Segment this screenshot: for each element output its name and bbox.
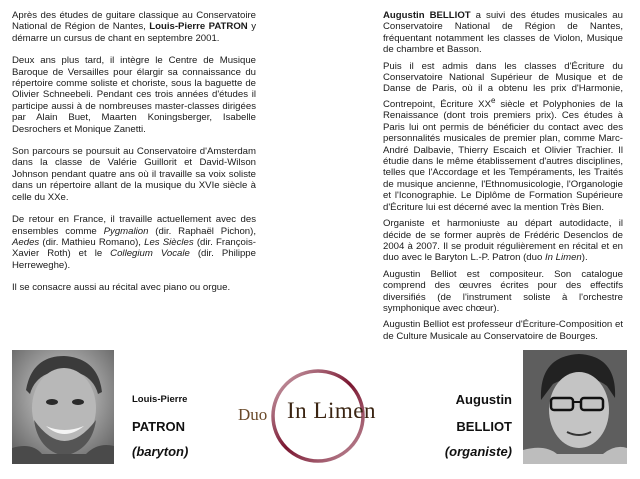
bio-paragraph: Augustin Belliot est professeur d'Écriture-Composition et de Culture Musicale au Conservatoire de Bourges. [383,319,623,342]
duo-name: In Limen [544,252,582,264]
bio-text: ). [581,252,588,264]
bio-text: y démarre un cursus de chant en septembre 2001. [12,21,256,44]
belliot-portrait [523,350,627,464]
bio-text: a suivi des études musicales au Conservatoire National de Région de Nantes, fréquentant notamment les classes de Violon, Musique de chambre et Basson. [383,10,623,56]
bio-text: De retour en France, il travaille actuellement avec des ensembles comme [12,214,256,237]
belliot-biography [383,10,623,347]
bio-text: (dir. François-Xavier Roth) et le [12,236,256,260]
patron-name-card [132,394,232,459]
ensemble-name: Collegium Vocale [110,248,190,260]
bio-paragraph: Son parcours se poursuit au Conservatoire d'Amsterdam dans la classe de Valérie Guillorit et David-Wilson Johnson pendant quatre ans où il travaille sa voix soliste dans un répertoire allant de la musique du XVIe siècle à celle du XXe. [12,146,256,203]
instrument-role: (organiste) [444,444,512,459]
logo-duo-text: Duo [238,405,268,424]
century-superscript: e [490,95,496,105]
bio-text: Après des études de guitare classique au Conservatoire National de Région de Nantes, [12,10,256,33]
bio-paragraph [383,10,623,56]
ensemble-name: Pygmalion [103,225,149,237]
bio-text: Organiste et harmoniuste au départ autodidacte, il décide de se former auprès de Frédéric Desenclos de 2004 à 2007. Il se produit régulièrement en récital et en duo avec le Baryton L.-P. Patron (duo [383,218,623,264]
singer-name: Louis-Pierre PATRON [149,21,248,33]
bio-text: (dir. Philippe Herreweghe). [12,248,256,271]
bio-paragraph: Deux ans plus tard, il intègre le Centre de Musique Baroque de Versailles pour élargir sa connaissance du répertoire comme soliste et choriste, sous la baguette de Olivier Schneebeli. Pendant ces trois années d'études il participe aussi à de nombreuses master-classes dirigées par Alain Buet, Maarten Koningsberger, Isabelle Desrochers et Monique Zanetti. [12,55,256,135]
first-name: Louis-Pierre [132,394,188,405]
bio-paragraph [12,10,256,44]
bio-paragraph [383,61,623,213]
bio-text: (dir. Raphaël Pichon), [148,225,256,237]
last-name: BELLIOT [456,419,512,434]
last-name: PATRON [132,419,185,434]
bio-text: (dir. Mathieu Romano), [39,236,145,248]
ensemble-name: Aedes [12,236,40,248]
first-name: Augustin [455,392,512,407]
portrait-image [523,350,627,464]
bio-paragraph [383,218,623,264]
bio-paragraph: Il se consacre aussi au récital avec piano ou orgue. [12,282,231,294]
bio-paragraph: Augustin Belliot est compositeur. Son catalogue comprend des œuvres écrites pour des effectifs diversifiés (de l'instrument soliste à l'orchestre symphonique avec chœur). [383,268,623,314]
logo-name-text: In Limen [287,398,376,423]
voice-type: (baryton) [132,444,189,459]
organist-name: Augustin BELLIOT [383,10,471,21]
patron-biography [12,10,256,305]
patron-portrait [12,350,114,464]
portrait-image [12,350,114,464]
bio-paragraph [12,214,256,271]
belliot-name-card [420,392,512,459]
bio-text: Puis il est admis dans les classes d'Écriture du Conservatoire National Supérieur de Musique et de Danse de Paris, où il a obtenu les prix d'Harmonie, Contrepoint, Écriture XX [383,60,623,111]
bio-text: siècle et Polyphonies de la Renaissance (dont trois premiers prix). Ces études à Paris lui ont permis de bénéficier du contact avec des personnalités musicales de premier plan, comme Marc-André Dalbavie, Thierry Escaich et Olivier Trachier. Il étudie dans le même établissement d'autres disciplines, telles que l'Accordage et les Tempéraments, les Traités de musique ancienne, l'Ethnomusicologie, l'Organologie et l'Iconographie. Le Diplôme de Formation Supérieure d'Écriture lui est décerné avec la mention Très Bien. [383,99,624,213]
ensemble-name: Les Siècles [144,236,194,248]
